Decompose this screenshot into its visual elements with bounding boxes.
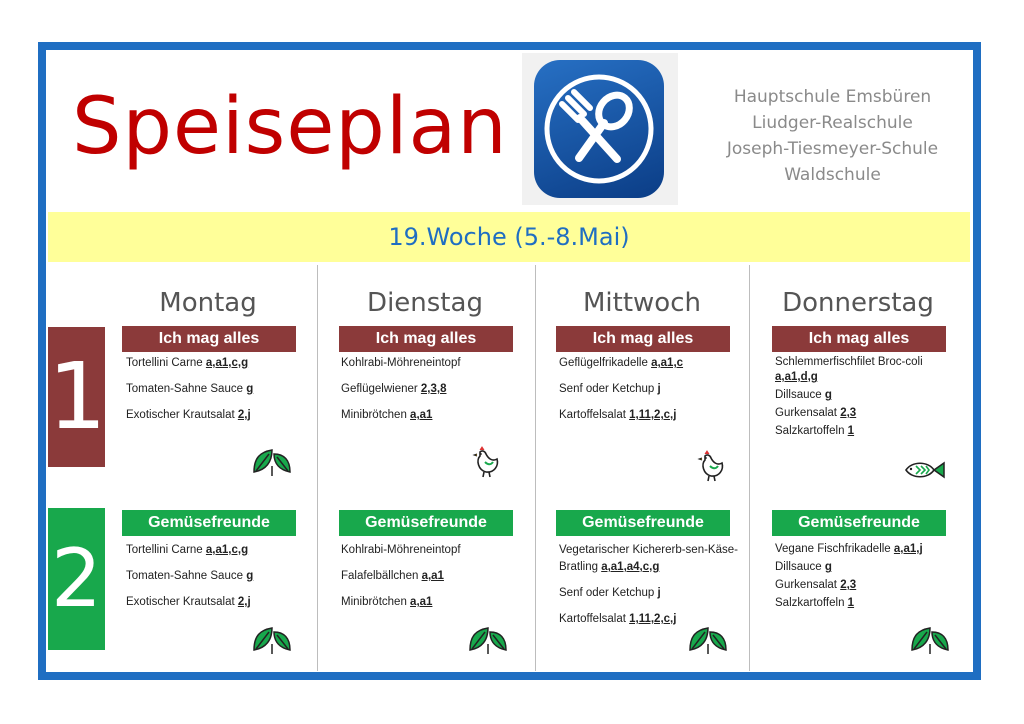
dish-name: Kartoffelsalat (559, 409, 630, 421)
menu-label-gemuesefreunde: Gemüsefreunde (122, 510, 296, 536)
menu-items (126, 542, 314, 620)
day-heading: Donnerstag (782, 288, 934, 318)
school-name: Hauptschule Emsbüren (733, 87, 932, 107)
dish-name: Tortellini Carne (126, 544, 206, 556)
dish-name: Dillsauce (775, 561, 825, 573)
dish-name: Exotischer Krautsalat (126, 409, 238, 421)
allergen-codes: g (246, 383, 254, 395)
menu-item (559, 355, 747, 372)
allergen-codes: 1 (847, 425, 855, 437)
menu-item (775, 578, 963, 593)
menu-item (559, 542, 747, 576)
menu-item (341, 381, 529, 398)
menu-item (775, 424, 963, 439)
school-list (700, 84, 965, 188)
day-heading: Dienstag (367, 288, 483, 318)
day-heading: Mittwoch (583, 288, 701, 318)
dish-name: Geflügelwiener (341, 383, 421, 395)
allergen-codes: a,a1,d,g (775, 371, 818, 383)
allergen-codes: a,a1 (410, 596, 433, 608)
menu-item (126, 568, 314, 585)
menu-item (341, 568, 529, 585)
menu-item (341, 355, 529, 372)
menu-item (775, 388, 963, 403)
dish-name: Geflügelfrikadelle (559, 357, 652, 369)
dish-name: Gurkensalat (775, 579, 841, 591)
dish-name: Vegetarischer Kichererb-sen-Käse-Bratling (559, 544, 738, 573)
menu-item (775, 542, 963, 557)
leaf-icon (908, 624, 952, 661)
allergen-codes: g (824, 561, 832, 573)
page-title: Speiseplan (72, 82, 508, 172)
school-name: Liudger-Realschule (752, 113, 913, 133)
allergen-codes: g (246, 570, 254, 582)
menu-item (341, 407, 529, 424)
dish-name: Gurkensalat (775, 407, 841, 419)
school-name: Joseph-Tiesmeyer-Schule (726, 139, 939, 159)
menu-items (559, 542, 747, 637)
leaf-icon (250, 446, 294, 483)
chicken-icon (697, 450, 727, 487)
week-banner: 19.Woche (5.-8.Mai) (48, 212, 970, 262)
dish-name: Salzkartoffeln (775, 425, 848, 437)
column-divider (535, 265, 536, 671)
menu-item (559, 381, 747, 398)
allergen-codes: 2,3,8 (420, 383, 447, 395)
menu-label-ich-mag-alles: Ich mag alles (339, 326, 513, 352)
fish-icon (900, 458, 948, 487)
day-heading: Montag (159, 288, 257, 318)
menu-items (775, 542, 963, 614)
allergen-codes: 2,3 (840, 579, 857, 591)
menu-number-2: 2 (48, 508, 105, 650)
menu-label-ich-mag-alles: Ich mag alles (122, 326, 296, 352)
dish-name: Salzkartoffeln (775, 597, 848, 609)
dish-name: Tomaten-Sahne Sauce (126, 570, 247, 582)
chicken-icon (472, 446, 502, 483)
dish-name: Falafelbällchen (341, 570, 422, 582)
menu-items (341, 355, 529, 433)
menu-label-ich-mag-alles: Ich mag alles (772, 326, 946, 352)
allergen-codes: a,a1 (421, 570, 444, 582)
menu-item (126, 594, 314, 611)
school-name: Waldschule (784, 165, 881, 185)
menu-item (775, 596, 963, 611)
allergen-codes: a,a1,j (893, 543, 923, 555)
menu-item (341, 594, 529, 611)
menu-items (341, 542, 529, 620)
menu-item (775, 406, 963, 421)
menu-item (559, 585, 747, 602)
dish-name: Schlemmerfischfilet Broc-coli (775, 356, 923, 368)
leaf-icon (466, 624, 510, 661)
menu-item (341, 542, 529, 559)
dish-name: Kohlrabi-Möhreneintopf (341, 544, 461, 556)
menu-item (559, 407, 747, 424)
menu-item (775, 560, 963, 575)
menu-items (126, 355, 314, 433)
menu-number-1: 1 (48, 327, 105, 467)
dish-name: Dillsauce (775, 389, 825, 401)
allergen-codes: j (657, 587, 661, 599)
dish-name: Senf oder Ketchup (559, 383, 658, 395)
fork-spoon-icon (534, 60, 664, 198)
allergen-codes: 2,3 (840, 407, 857, 419)
dish-name: Vegane Fischfrikadelle (775, 543, 894, 555)
menu-label-gemuesefreunde: Gemüsefreunde (339, 510, 513, 536)
allergen-codes: 2,j (237, 409, 251, 421)
allergen-codes: j (657, 383, 661, 395)
leaf-icon (250, 624, 294, 661)
allergen-codes: 1,11,2,c,j (629, 613, 677, 625)
allergen-codes: a,a1,c,g (205, 544, 249, 556)
dish-name: Kartoffelsalat (559, 613, 630, 625)
allergen-codes: 2,j (237, 596, 251, 608)
allergen-codes: a,a1 (410, 409, 433, 421)
dish-name: Minibrötchen (341, 409, 411, 421)
menu-label-gemuesefreunde: Gemüsefreunde (556, 510, 730, 536)
menu-items (559, 355, 747, 433)
allergen-codes: 1 (847, 597, 855, 609)
menu-item (126, 407, 314, 424)
column-divider (317, 265, 318, 671)
allergen-codes: 1,11,2,c,j (629, 409, 677, 421)
menu-item (126, 542, 314, 559)
allergen-codes: a,a1,c,g (205, 357, 249, 369)
dish-name: Minibrötchen (341, 596, 411, 608)
cutlery-logo (534, 60, 664, 198)
menu-label-gemuesefreunde: Gemüsefreunde (772, 510, 946, 536)
menu-item (126, 381, 314, 398)
dish-name: Tomaten-Sahne Sauce (126, 383, 247, 395)
menu-label-ich-mag-alles: Ich mag alles (556, 326, 730, 352)
dish-name: Kohlrabi-Möhreneintopf (341, 357, 461, 369)
allergen-codes: g (824, 389, 832, 401)
leaf-icon (686, 624, 730, 661)
allergen-codes: a,a1,a4,c,g (601, 561, 660, 573)
allergen-codes: a,a1,c (651, 357, 684, 369)
dish-name: Exotischer Krautsalat (126, 596, 238, 608)
menu-items (775, 355, 963, 442)
menu-item (126, 355, 314, 372)
menu-item (775, 355, 963, 385)
dish-name: Senf oder Ketchup (559, 587, 658, 599)
column-divider (749, 265, 750, 671)
dish-name: Tortellini Carne (126, 357, 206, 369)
